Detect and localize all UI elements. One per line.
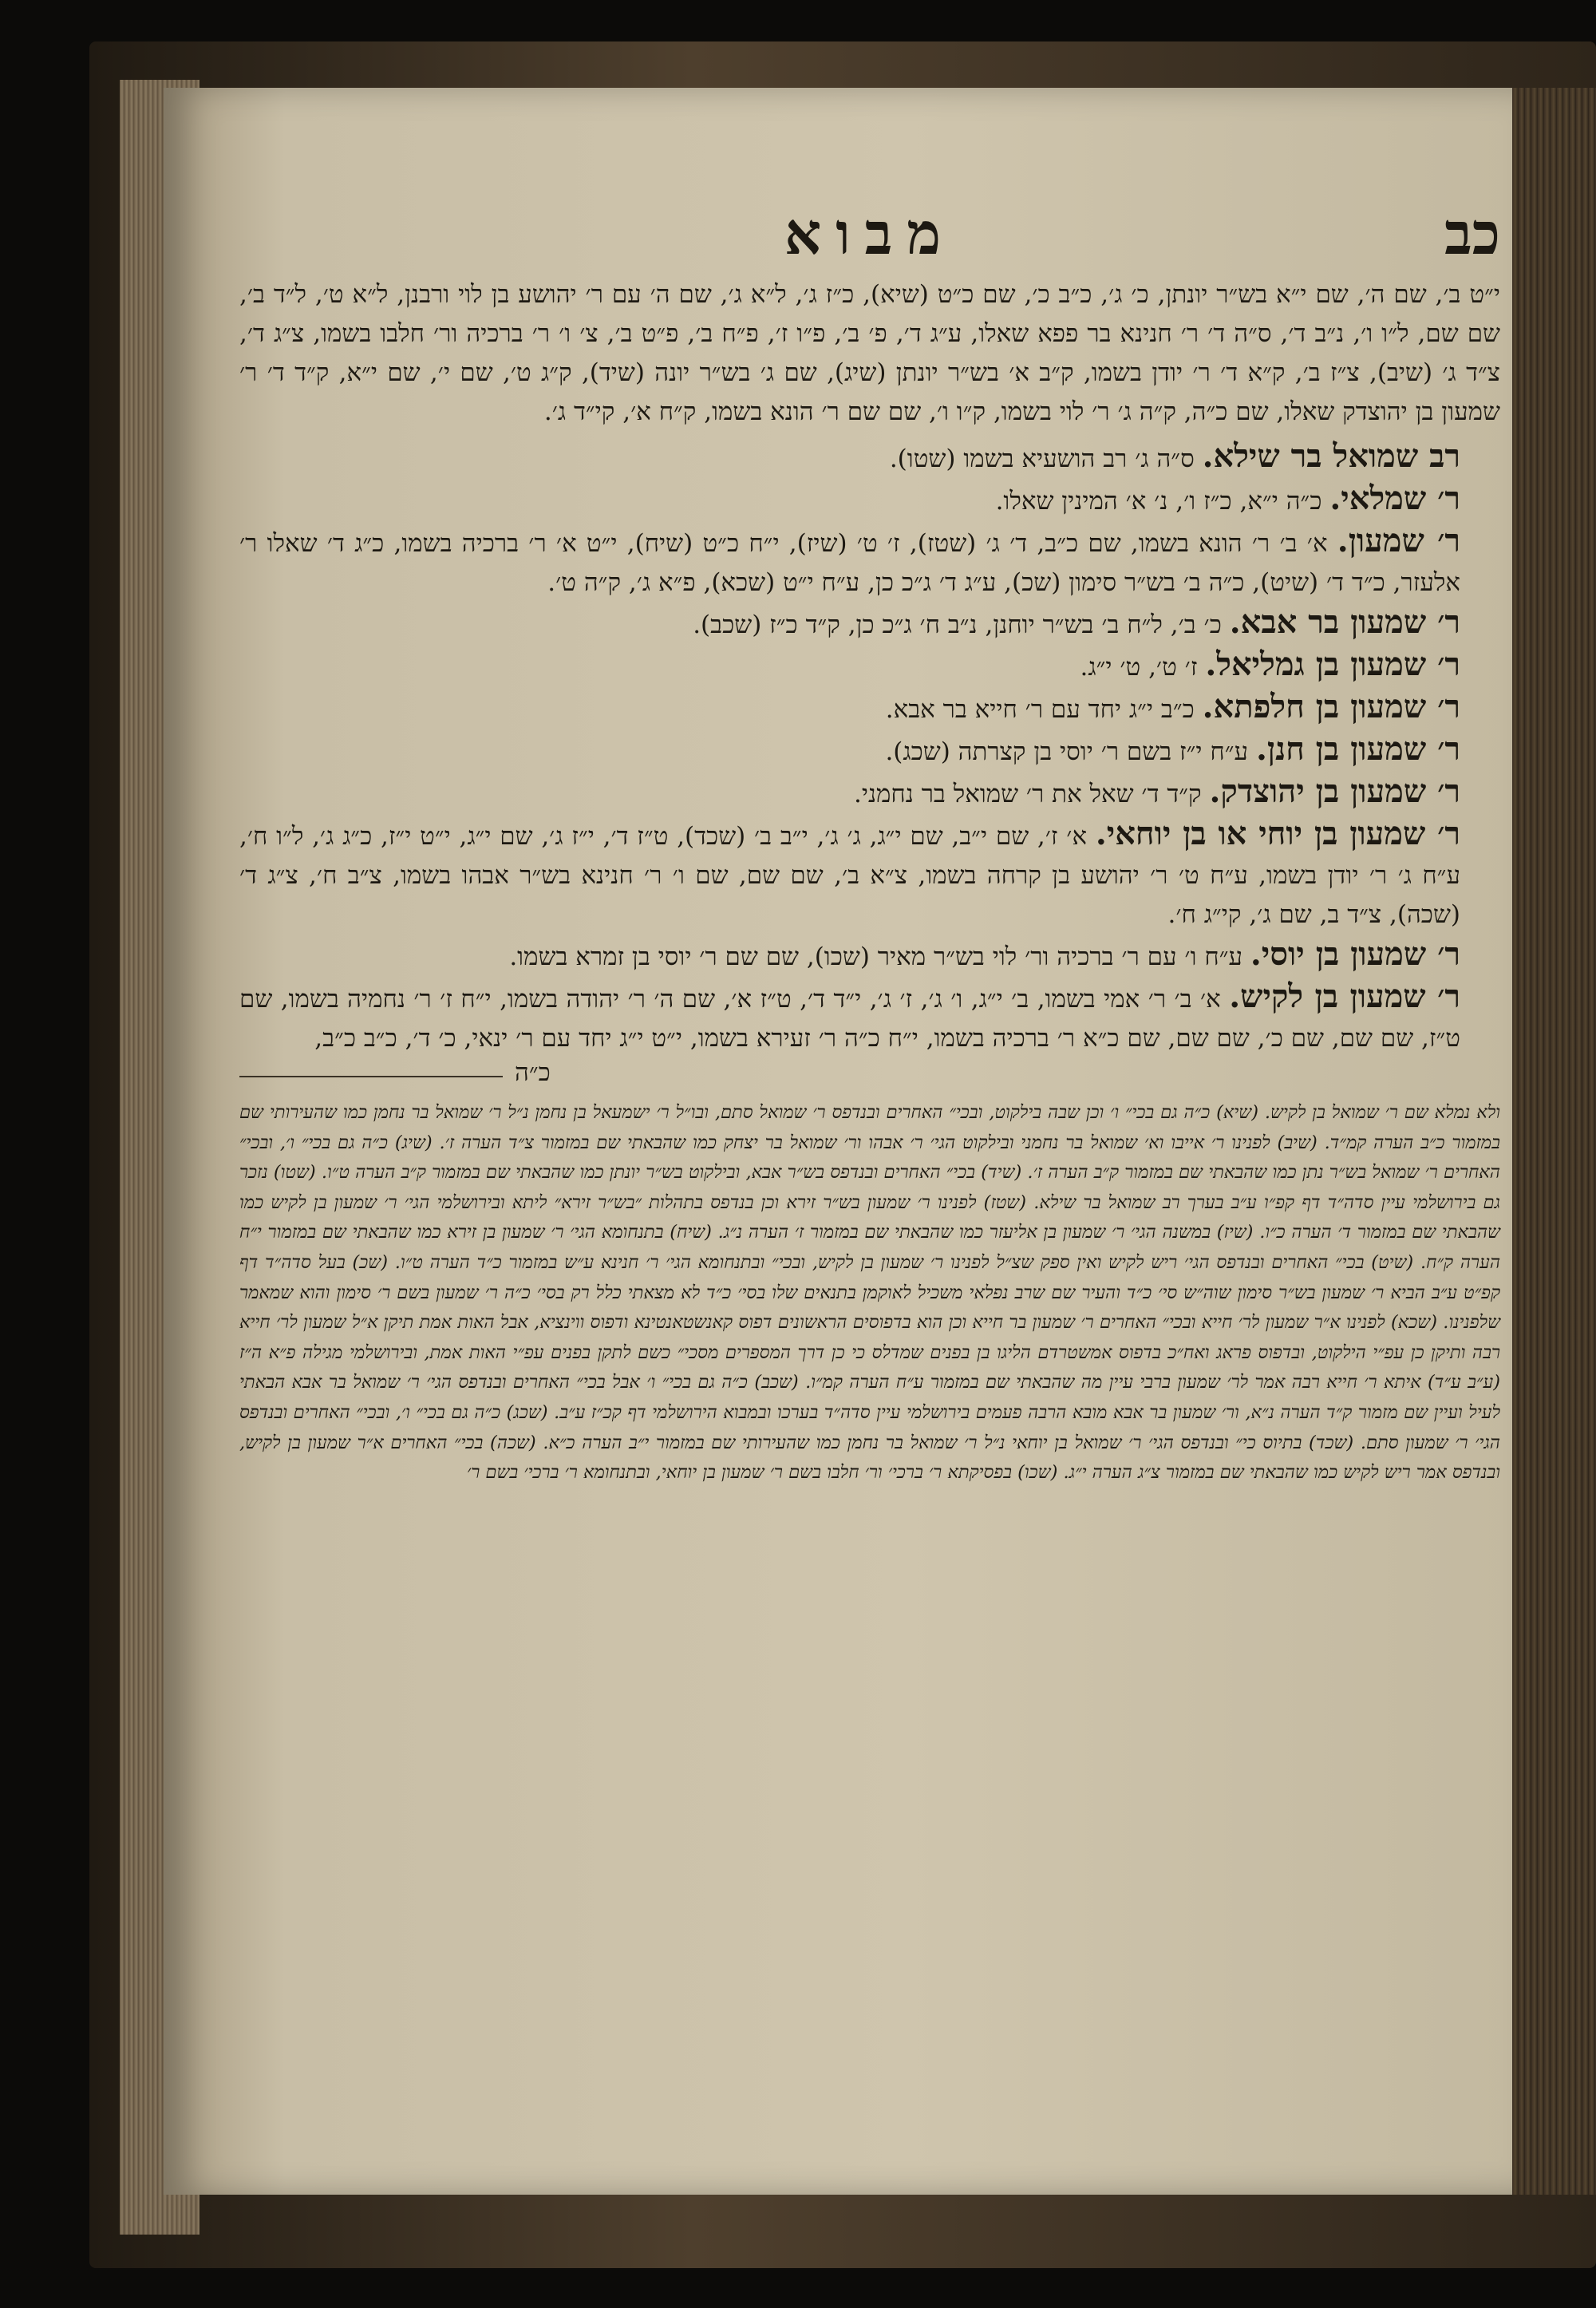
- entry-text: א׳ ב׳ ר׳ הונא בשמו, שם כ״ב, ד׳ ג׳ (שטז), ז׳ ט׳ (שיז), י״ח כ״ט (שיח), י״ט א׳ ר׳ ברכיה בשמו, כ״ג ד׳ שאלו ר׳ אלעזר, כ״ד ד׳ (שיט), כ״ה ב׳ בש״ר סימון (שכ), ע״ג ד׳ ג״כ כן, ע״ח י״ט (שכא), פ״א ג׳, ק״ה ט׳.: [239, 529, 1460, 597]
- entry-list: [239, 437, 1500, 1058]
- entry-name: ר׳ שמעון בן יוסי.: [1250, 935, 1460, 973]
- entry-text: ז׳ ט׳, ט׳ י״ג.: [1080, 653, 1206, 682]
- list-item: [239, 645, 1500, 687]
- page-title: מבוא: [784, 200, 956, 267]
- page-header: [239, 200, 1500, 275]
- footnote-rule: [239, 1076, 503, 1077]
- entry-name: ר׳ שמעון בן יהוצדק.: [1209, 773, 1460, 810]
- entry-name: ר׳ שמעון בן חלפתא.: [1202, 688, 1460, 725]
- page-number: כב: [1444, 200, 1500, 267]
- entry-name: ר׳ שמעון בר אבא.: [1229, 603, 1460, 641]
- page-content: [239, 200, 1500, 1506]
- list-item: [239, 521, 1500, 603]
- entry-name: ר׳ שמעון בן גמליאל.: [1205, 646, 1460, 683]
- entry-name: ר׳ שמעון בן לקיש.: [1229, 978, 1461, 1015]
- list-item: [239, 603, 1500, 645]
- entry-name: ר׳ שמעון.: [1337, 522, 1460, 559]
- footnote-divider-row: [239, 1058, 1500, 1092]
- entry-name: ר׳ שמלאי.: [1329, 480, 1460, 517]
- list-item: [239, 814, 1500, 935]
- entry-text: ע״ח י״ז בשם ר׳ יוסי בן קצרתה (שכג).: [885, 737, 1256, 766]
- page-edges-right: [1512, 88, 1596, 2195]
- entry-text: ע״ח ו׳ עם ר׳ ברכיה ור׳ לוי בש״ר מאיר (שכו), שם שם ר׳ יוסי בן זמרא בשמו.: [509, 943, 1250, 971]
- entry-text: א׳ ב׳ ר׳ אמי בשמו, ב׳ י״ג, ו׳ ג׳, ז׳ ג׳, י״ד ד׳, ט״ז א׳, שם ה׳ ר׳ יהודה בשמו, י״ח ז׳ ר׳ נחמיה בשמו, שם ט״ז, שם שם, שם כ׳, שם שם, שם כ״א ר׳ ברכיה בשמו, י״ח כ״ה ר׳ זעירא בשמו, י״ט י״ג יחד עם ר׳ ינאי, כ׳ ד׳, כ״ב כ״ב,: [239, 985, 1460, 1053]
- entry-name: רב שמואל בר שילא.: [1202, 437, 1460, 475]
- entry-text: ק״ד ד׳ שאל את ר׳ שמואל בר נחמני.: [853, 780, 1210, 808]
- list-item: [239, 772, 1500, 814]
- intro-paragraph: י״ט ב׳, שם ה׳, שם י״א בש״ר יונתן, כ׳ ג׳, כ״ב כ׳, שם כ״ט (שיא), כ״ז ג׳, ל״א ג׳, שם ה׳ עם ר׳ יהושע בן לוי ורבנן, ל״א ט׳, ל״ד ב׳, שם שם, ל״ו ו׳, נ״ב ד׳, ס״ה ד׳ ר׳ חנינא בר פפא שאלו, ע״ג ד׳, פ׳ ב׳, פ״ו ז׳, פ״ח ב׳, פ״ט ב׳, צ׳ ו׳ ר׳ ברכיה ור׳ חלבו בשמו, צ״ג ד׳, צ״ד ג׳ (שיב), צ״ז ב׳, ק״א ד׳ ר׳ יודן בשמו, ק״ב א׳ בש״ר יונתן (שיג), שם ג׳ בש״ר יונה (שיד), ק״ג ט׳, שם י׳, שם י״א, ק״ד ד׳ ר׳ שמעון בן יהוצדק שאלו, שם כ״ה, ק״ה ג׳ ר׳ לוי בשמו, ק״ו ו׳, שם שם ר׳ הונא בשמו, ק״ח א׳, קי״ד ג׳.: [239, 280, 1500, 426]
- entry-text: כ׳ ב׳, ל״ח ב׳ בש״ר יוחנן, נ״ב ח׳ ג״כ כן, ק״ד כ״ז (שכב).: [693, 611, 1230, 639]
- list-item: [239, 935, 1500, 977]
- entry-text: כ״ב י״ג יחד עם ר׳ חייא בר אבא.: [885, 695, 1203, 724]
- entry-text: א׳ ז׳, שם י״ב, שם י״ג, ג׳ ג׳, י״ב ב׳ (שכד), ט״ז ד׳, י״ז ג׳, שם י״ג, י״ט י״ז, כ״ג ג׳, ל״ו ח׳, ע״ח ג׳ ר׳ יודן בשמו, ע״ח ט׳ ר׳ יהושע בן קרחה בשמו, צ״א ב׳, שם שם, שם ו׳ ר׳ חנינא בש״ר אבהו בשמו, צ״ב ח׳, צ״ג ד׳ (שכה), צ״ד ב, שם ג׳, קי״ג ח׳.: [239, 822, 1460, 929]
- footnotes: ולא נמלא שם ר׳ שמואל בן לקיש. (שיא) כ״ה גם בכי״ ו׳ וכן שבה בילקוט, ובכי״ האחרים ובנדפס ר׳ שמואל סתם, ובו״ל ר׳ ישמעאל בן נחמן נ״ל ר׳ שמואל בר נחמן כמו שהעירותי שם במזמור כ״ב הערה קמ״ד. (שיב) לפנינו ר׳ אייבו וא׳ שמואל בר נחמני ובילקוט הגי׳ ר׳ אבהו ור׳ שמואל בר יצחק כמו שהבאתי שם במזמור צ״ד הערה ז׳. (שיג) כ״ה גם בכי״ ו׳, ובכי״ האחרים ר׳ שמואל בש״ר נתן כמו שהבאתי שם במזמור ק״ב הערה ז׳. (שיד) בכי״ האחרים ובנדפס בש״ר אבא, ובילקוט בש״ר יונתן כמו שהבאתי שם במזמור ק״ב הערה ט״ו. (שטו) נזכר גם בירושלמי עיין סדה״ד דף קפ״ו ע״ב בערך רב שמואל בר שילא. (שטז) לפנינו ר׳ שמעון בש״ר זירא וכן בנדפס בתהלות ״בש״ר זירא״ ליתא ובירושלמי הגי׳ ר׳ שמעון בן לקיש כמו שהבאתי שם במזמור ד׳ הערה כ״ו. (שיז) במשנה הגי׳ ר׳ שמעון בן אליעזר כמו שהבאתי שם במזמור ז׳ הערה נ״ג. (שיח) בתנחומא הגי׳ ר׳ שמעון בן זירא כמו שהבאתי שם במזמור י״ח הערה ק״ח. (שיט) בכי״ האחרים ובנדפס הגי׳ ריש לקיש ואין ספק שצ״ל לפנינו ר׳ שמעון בן לקיש, ובכי״ ובתנחומא הגי׳ ר׳ חנינא ע״ש במזמור כ״ד הערה ט״ו. (שכ) בעל סדה״ד דף קפ״ט ע״ב הביא ר׳ שמעון בש״ר סימון שוה״ש סי׳ כ״ד והעיר שם שרב נפלאי משכיל לאוקמן בתנאים שלו בסי׳ כ״ד לא מצאתי כלל רק בסי׳ כ״ה ר׳ שמעון בשם ר׳ סימון והוא שמאמר שלפנינו. (שכא) לפנינו א״ר שמעון לר׳ חייא ובכי״ האחרים ר׳ שמעון בר חייא וכן הוא בדפוסים הראשונים דפוס קאנשטאנטינא ודפוס ווינציא, אבל האות אמת תיקן א״ל שמעון לר׳ חייא רבה ותיקן כן עפ״י הילקוט, ובדפוס פראג ואח״כ בדפוס אמשטרדם הליגו בן בפנים שמדלס כי כן דרך המספרים מסכי״ כשם לתקן בפנים עפ״י האות אמת, ובירושלמי מגילה פ״א ה״ז (ע״ב ע״ד) איתא ר׳ חייא רבה אמר לר׳ שמעון ברבי עיין מה שהבאתי שם במזמור ע״ח הערה קמ״ו. (שכב) כ״ה גם בכי״ ו׳ אבל בכי״ האחרים ובנדפס הגי׳ ר׳ שמואל בר אבא הבאתי לעיל ועיין שם מזמור ק״ד הערה נ״א, ור׳ שמעון בר אבא מובא הרבה פעמים בירושלמי עיין סדה״ד בערכו ובמבוא הירושלמי דף קכ״ז ע״ב. (שכג) כ״ה גם בכי״ ו׳, ובכי״ האחרים ובנדפס הגי׳ ר׳ שמעון סתם. (שכד) בתיוס כי״ ובנדפס הגי׳ ר׳ שמואל בן יוחאי נ״ל ר׳ שמואל בר נחמן כמו שהעירותי שם במזמור י״ב הערה כ״א. (שכה) בכי״ האחרים א״ר שמעון בן לקיש, ובנדפס אמר ריש לקיש כמו שהבאתי שם במזמור צ״ג הערה י״ג. (שכו) בפסיקתא ר׳ ברכי׳ ור׳ חלבו בשם ר׳ שמעון בן יוחאי, ובתנחומא ר׳ ברכי׳ בשם ר׳: [239, 1102, 1500, 1484]
- entry-text: ס״ה ג׳ רב הושעיא בשמו (שטו).: [889, 445, 1203, 473]
- entry-name: ר׳ שמעון בן חנן.: [1255, 730, 1460, 768]
- list-item: [239, 479, 1500, 521]
- list-item: [239, 729, 1500, 772]
- list-item: [239, 687, 1500, 729]
- catchword: כ״ה: [515, 1058, 551, 1087]
- list-item: [239, 977, 1500, 1058]
- entry-text: כ״ה י״א, כ״ז ו׳, נ׳ א׳ המינין שאלו.: [995, 487, 1330, 516]
- list-item: [239, 437, 1500, 479]
- entry-name: ר׳ שמעון בן יוחי או בן יוחאי.: [1095, 815, 1461, 852]
